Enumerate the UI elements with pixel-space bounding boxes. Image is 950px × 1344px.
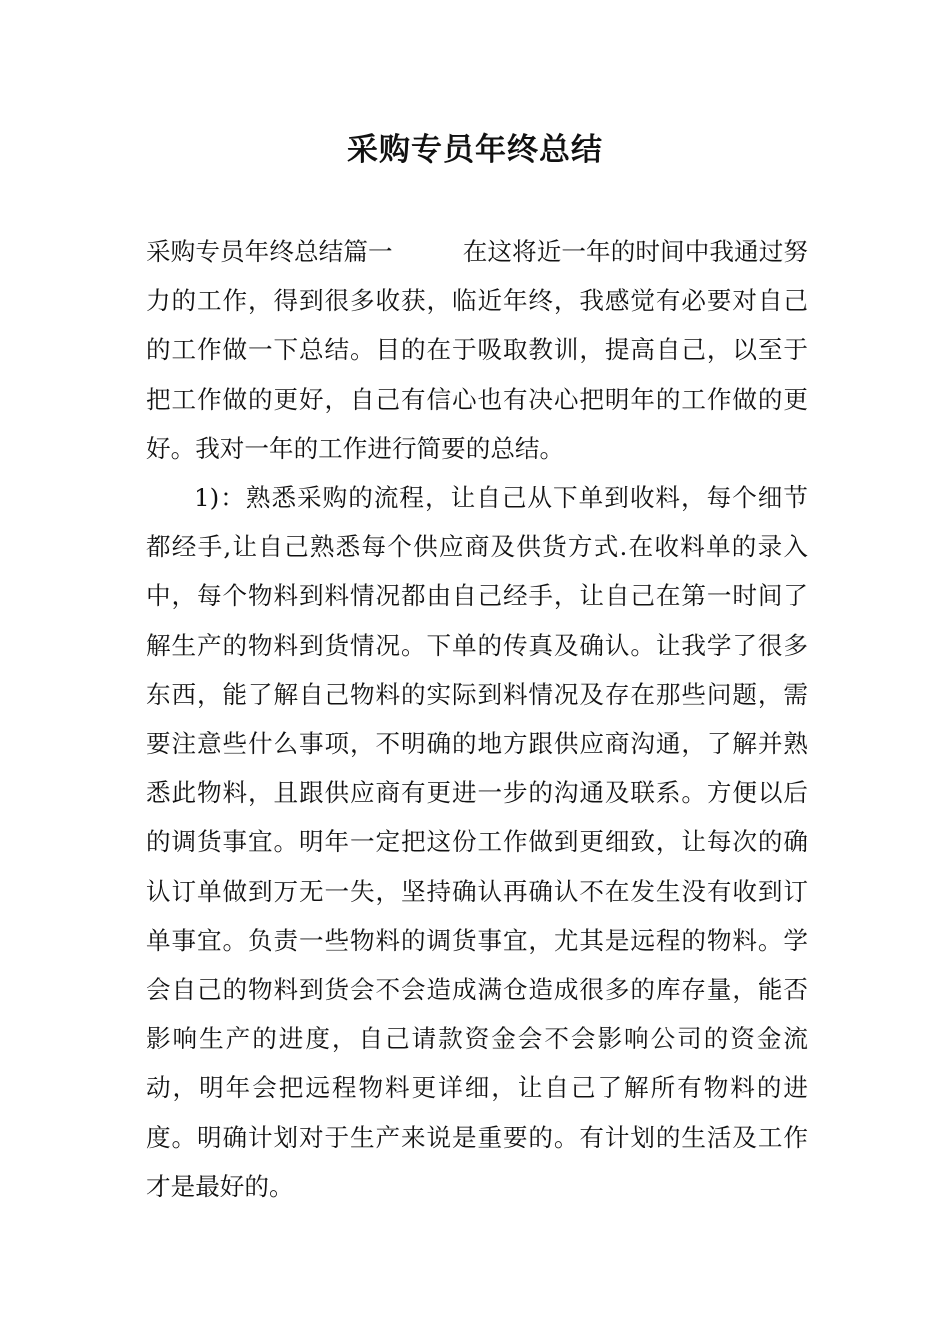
paragraph-item-1: 1)：熟悉采购的流程，让自己从下单到收料，每个细节都经手,让自己熟悉每个供应商及供货方式.在收料单的录入中，每个物料到料情况都由自己经手，让自己在第一时间了解生产的物料到货情况。下单的传真及确认。让我学了很多东西，能了解自己物料的实际到料情况及存在那些问题，需要注意些什么事项，不明确的地方跟供应商沟通，了解并熟悉此物料，且跟供应商有更进一步的沟通及联系。方便以后的调货事宜。明年一定把这份工作做到更细致，让每次的确认订单做到万无一失，坚持确认再确认不在发生没有收到订单事宜。负责一些物料的调货事宜，尤其是远程的物料。学会自己的物料到货会不会造成满仓造成很多的库存量，能否影响生产的进度，自己请款资金会不会影响公司的资金流动，明年会把远程物料更详细，让自己了解所有物料的进度。明确计划对于生产来说是重要的。有计划的生活及工作才是最好的。 [146, 483, 808, 1201]
section-heading: 采购专员年终总结篇一 [146, 237, 393, 266]
document-title: 采购专员年终总结 [347, 132, 603, 168]
document-body [146, 227, 808, 1211]
paragraph-intro [146, 227, 808, 473]
paragraph-text: 在这将近一年的时间中我通过努力的工作，得到很多收获，临近年终，我感觉有必要对自己的工作做一下总结。目的在于吸取教训，提高自己，以至于把工作做的更好，自己有信心也有决心把明年的工作做的更好。我对一年的工作进行简要的总结。 [146, 237, 808, 463]
